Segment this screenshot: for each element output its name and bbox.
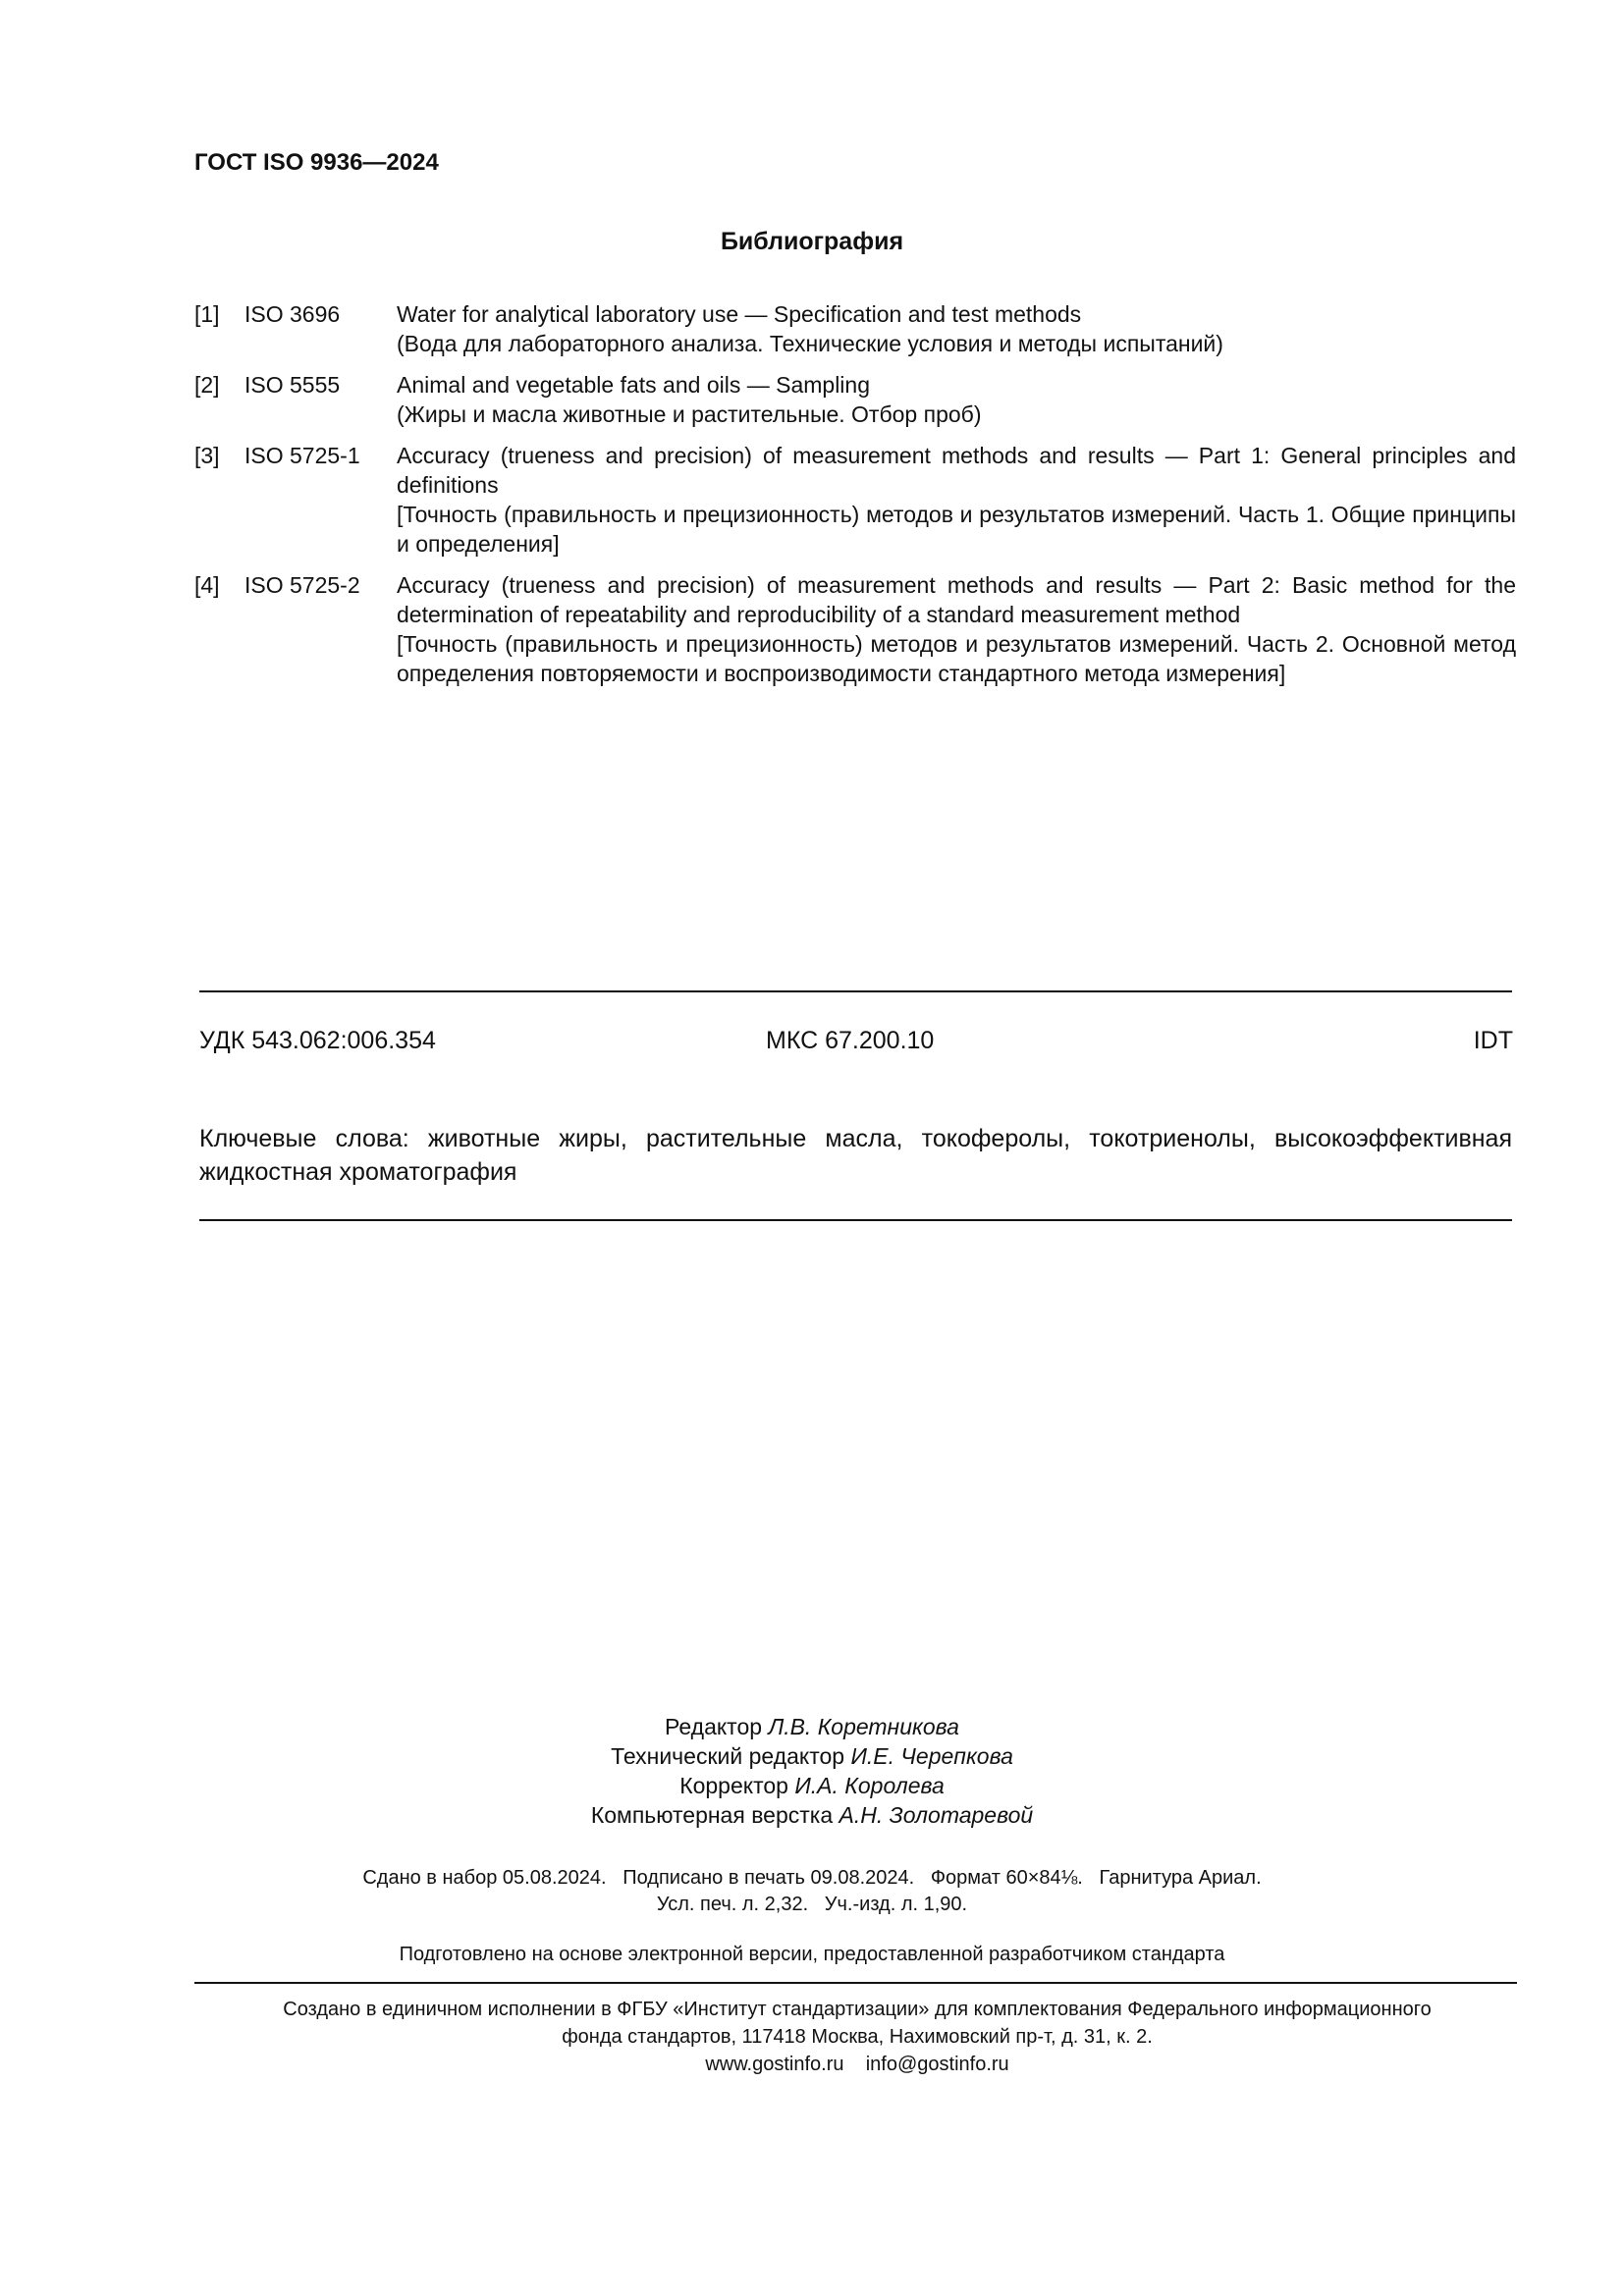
udk-code: УДК 543.062:006.354: [199, 1027, 436, 1054]
entry-number: [4]: [194, 572, 220, 598]
credit-tech-editor: Технический редактор И.Е. Черепкова: [611, 1743, 1013, 1769]
publisher-line: фонда стандартов, 117418 Москва, Нахимовский пр-т, д. 31, к. 2.: [562, 2026, 1153, 2048]
entry-text: [397, 299, 1516, 358]
print-info-line: Усл. печ. л. 2,32. Уч.-изд. л. 1,90.: [656, 1894, 968, 1915]
bibliography-entry: [194, 441, 1516, 559]
entry-title-en: Accuracy (trueness and precision) of measurement methods and results — Part 2: Basic method for the determination of repeatability and reproducibility of a standard measurement method: [397, 572, 1516, 627]
publisher-contacts: www.gostinfo.ru info@gostinfo.ru: [705, 2054, 1009, 2075]
entry-title-ru: [Точность (правильность и прецизионность) методов и результатов измерений. Часть 2. Основной метод определения повторяемости и воспроизводимости стандартного метода измерения]: [397, 631, 1516, 686]
entry-text: [397, 370, 1516, 429]
entry-title-ru: [Точность (правильность и прецизионность) методов и результатов измерений. Часть 1. Общие принципы и определения]: [397, 502, 1516, 557]
credits: [0, 1712, 1624, 1830]
entry-title-en: Animal and vegetable fats and oils — Sampling: [397, 372, 871, 398]
entry-standard: ISO 5725-1: [244, 443, 360, 468]
publisher-info: [196, 1996, 1518, 2078]
mks-code: МКС 67.200.10: [766, 1027, 935, 1054]
credit-editor: Редактор Л.В. Коретникова: [665, 1714, 959, 1739]
print-info-line: Сдано в набор 05.08.2024. Подписано в печать 09.08.2024. Формат 60×84⅛. Гарнитура Ариал.: [362, 1867, 1262, 1889]
entry-title-ru: (Жиры и масла животные и растительные. Отбор проб): [397, 401, 982, 427]
divider-top: [199, 990, 1512, 992]
bibliography-entry: [194, 299, 1516, 358]
entry-number: [3]: [194, 443, 220, 468]
document-header: ГОСТ ISO 9936—2024: [194, 149, 439, 176]
publisher-line: Создано в единичном исполнении в ФГБУ «Институт стандартизации» для комплектования Федерального информационного: [283, 1999, 1432, 2020]
entry-standard: ISO 5725-2: [244, 572, 360, 598]
entry-text: [397, 570, 1516, 688]
entry-text: [397, 441, 1516, 559]
entry-standard: ISO 3696: [244, 301, 341, 327]
bibliography-entry: [194, 570, 1516, 688]
bibliography-title: Библиография: [720, 228, 904, 255]
divider-footer: [194, 1982, 1517, 1984]
credit-corrector: Корректор И.А. Королева: [679, 1773, 945, 1798]
entry-title-ru: (Вода для лабораторного анализа. Технические условия и методы испытаний): [397, 331, 1223, 356]
idt-code: IDT: [1473, 1027, 1513, 1054]
keywords: Ключевые слова: животные жиры, растительные масла, токоферолы, токотриенолы, высокоэффективная жидкостная хроматография: [199, 1125, 1512, 1186]
bibliography-list: [194, 299, 1516, 700]
entry-number: [2]: [194, 372, 220, 398]
entry-standard: ISO 5555: [244, 372, 341, 398]
print-info: [0, 1865, 1624, 1918]
entry-title-en: Accuracy (trueness and precision) of measurement methods and results — Part 1: General principles and definitions: [397, 443, 1516, 498]
bibliography-entry: [194, 370, 1516, 429]
divider-keywords: [199, 1219, 1512, 1221]
entry-number: [1]: [194, 301, 220, 327]
credit-layout: Компьютерная верстка А.Н. Золотаревой: [590, 1802, 1034, 1828]
entry-title-en: Water for analytical laboratory use — Specification and test methods: [397, 301, 1082, 327]
prepared-note: Подготовлено на основе электронной версии, предоставленной разработчиком стандарта: [399, 1944, 1225, 1965]
